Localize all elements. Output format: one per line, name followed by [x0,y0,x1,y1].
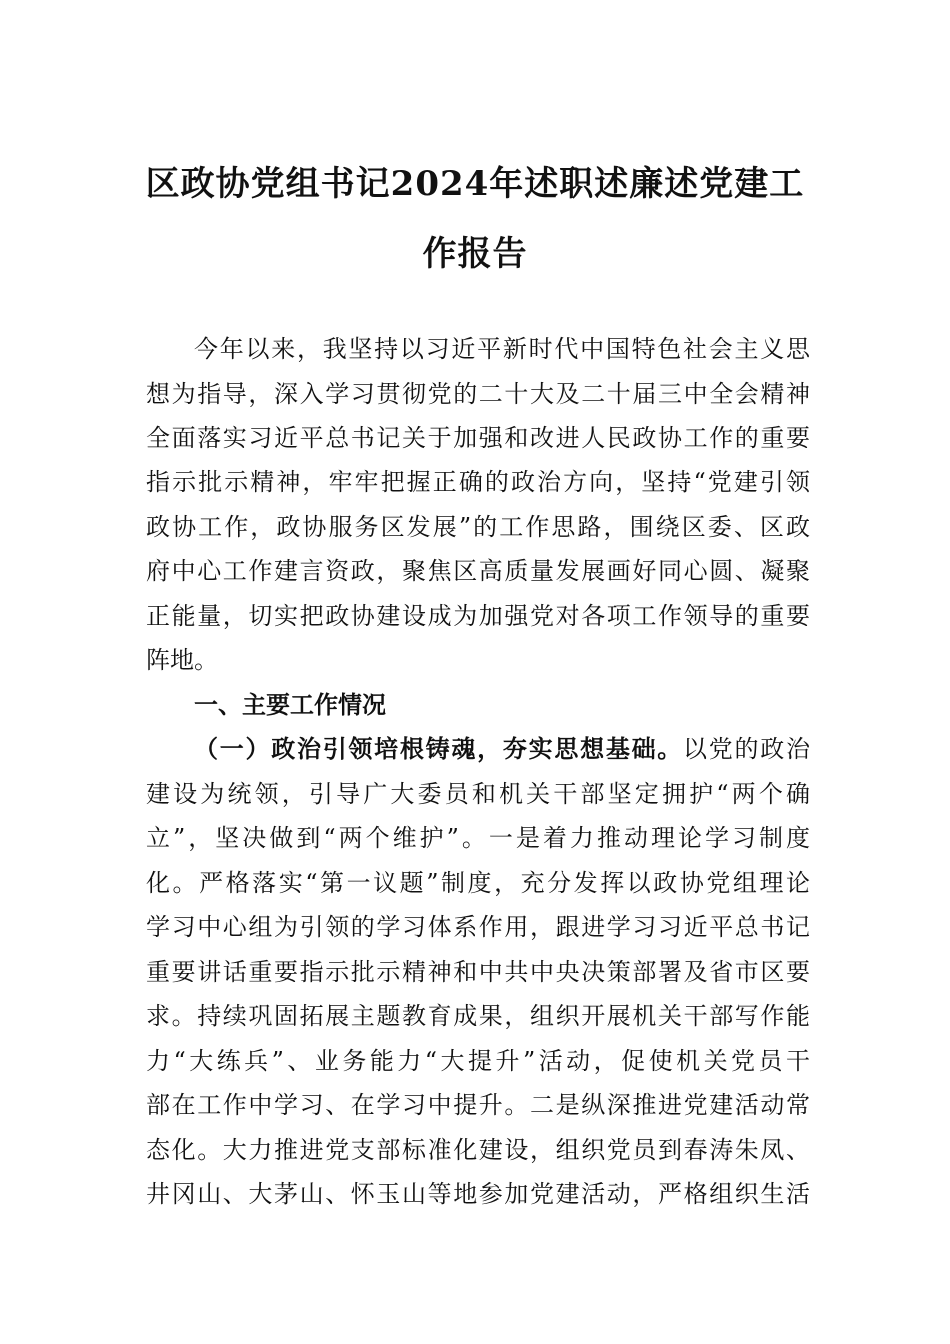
paragraph-line: 井冈山、大茅山、怀玉山等地参加党建活动，严格组织生活 [146,1180,810,1208]
subsection-lead-text: 以党的政治 [683,735,811,763]
paragraph-line: 态化。大力推进党支部标准化建设，组织党员到春涛朱凤、 [146,1136,810,1164]
paragraph-line: 阵地。 [146,646,218,674]
paragraph-line: 重要讲话重要指示批示精神和中共中央决策部署及省市区要 [146,958,810,986]
paragraph-line: 立”，坚决做到“两个维护”。一是着力推动理论学习制度 [146,824,810,852]
paragraph-line: 建设为统领，引导广大委员和机关干部坚定拥护“两个确 [146,780,810,808]
subsection-heading: （一）政治引领培根铸魂，夯实思想基础。 [194,734,684,763]
paragraph-line: 正能量，切实把政协建设成为加强党对各项工作领导的重要 [146,602,810,630]
paragraph-line: 学习中心组为引领的学习体系作用，跟进学习习近平总书记 [146,913,810,941]
paragraph-lead-line [194,734,810,764]
paragraph-line: 指示批示精神，牢牢把握正确的政治方向，坚持“党建引领 [146,468,810,496]
paragraph-line: 政协工作，政协服务区发展”的工作思路，围绕区委、区政 [146,513,810,541]
paragraph-line: 力“大练兵”、业务能力“大提升”活动，促使机关党员干 [146,1047,810,1075]
section-heading: 一、主要工作情况 [194,691,386,719]
paragraph-line: 化。严格落实“第一议题”制度，充分发挥以政协党组理论 [146,869,810,897]
paragraph-line: 全面落实习近平总书记关于加强和改进人民政协工作的重要 [146,424,810,452]
document-title-line-1: 区政协党组书记2024年述职述廉述党建工 [145,164,805,204]
document-title-line-2: 作报告 [422,234,528,274]
paragraph-line: 想为指导，深入学习贯彻党的二十大及二十届三中全会精神 [146,380,810,408]
paragraph-line: 府中心工作建言资政，聚焦区高质量发展画好同心圆、凝聚 [146,557,810,585]
paragraph-line: 求。持续巩固拓展主题教育成果，组织开展机关干部写作能 [146,1002,810,1030]
paragraph-line: 部在工作中学习、在学习中提升。二是纵深推进党建活动常 [146,1091,810,1119]
paragraph-line: 今年以来，我坚持以习近平新时代中国特色社会主义思 [194,335,810,363]
